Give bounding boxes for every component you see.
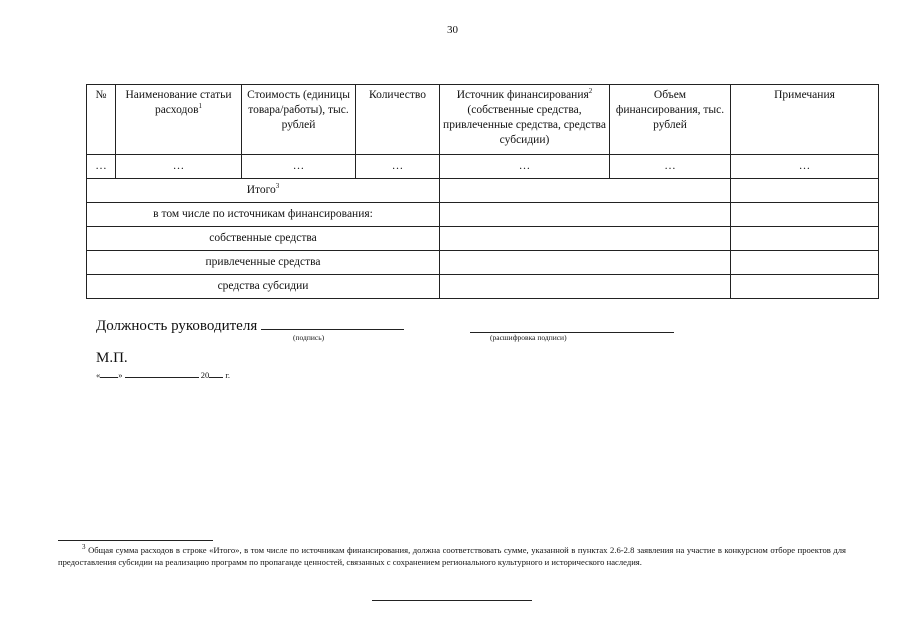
header-funding-source: Источник финансирования$^2$ (собственные средства, привлеченные средства, средства субсидии) — [440, 85, 610, 155]
table-cell: … — [610, 155, 731, 179]
signature-caption: (подпись) — [293, 333, 325, 342]
total-label: Итого$^3$ — [87, 179, 440, 203]
stamp-label: М.П. — [96, 350, 128, 366]
subsidy-funds-row — [87, 275, 879, 299]
attracted-funds-label: привлеченные средства — [87, 251, 440, 275]
date-line: « » 20 г. — [96, 370, 231, 380]
signature-blank — [261, 315, 404, 330]
including-volume-cell — [440, 203, 731, 227]
table-row — [87, 155, 879, 179]
total-volume-cell — [440, 179, 731, 203]
table-cell: … — [116, 155, 242, 179]
including-label: в том числе по источникам финансирования: — [87, 203, 440, 227]
day-blank — [100, 369, 118, 378]
attracted-funds-notes-cell — [731, 251, 879, 275]
table-cell: … — [87, 155, 116, 179]
including-row — [87, 203, 879, 227]
table-cell: … — [242, 155, 356, 179]
page-number: 30 — [447, 24, 458, 36]
decoding-caption: (расшифровка подписи) — [490, 333, 567, 342]
attracted-funds-row — [87, 251, 879, 275]
footnote-text: Общая сумма расходов в строке «Итого», в том числе по источникам финансирования, должна соответствовать сумме, указанной в пунктах 2.6-2.8 заявления на участие в конкурсном отборе проектов для предоставления субсидии на реализацию программ по пропаганде ценностей, связанных с сохранением регионального культурного и исторического наследия. — [58, 545, 846, 567]
footnote-ref-1: 1 — [198, 102, 203, 111]
month-blank — [125, 369, 199, 378]
footnote — [58, 544, 846, 568]
table-cell: … — [440, 155, 610, 179]
header-cost: Стоимость (единицы товара/работы), тыс. рублей — [242, 85, 356, 155]
own-funds-row — [87, 227, 879, 251]
footnote-separator — [58, 540, 213, 541]
header-row — [87, 85, 879, 155]
year-blank — [209, 369, 223, 378]
total-row — [87, 179, 879, 203]
table-cell: … — [356, 155, 440, 179]
subsidy-funds-label: средства субсидии — [87, 275, 440, 299]
own-funds-volume-cell — [440, 227, 731, 251]
footnote-marker: 3 — [82, 543, 86, 552]
position-label: Должность руководителя — [96, 318, 258, 334]
header-quantity: Количество — [356, 85, 440, 155]
page-end-rule — [372, 600, 532, 601]
attracted-funds-volume-cell — [440, 251, 731, 275]
footnote-ref-3: 3 — [275, 182, 280, 191]
own-funds-notes-cell — [731, 227, 879, 251]
header-number: № — [87, 85, 116, 155]
total-notes-cell — [731, 179, 879, 203]
expense-table — [86, 84, 879, 299]
subsidy-funds-notes-cell — [731, 275, 879, 299]
footnote-ref-2: 2 — [588, 87, 593, 96]
subsidy-funds-volume-cell — [440, 275, 731, 299]
header-expense-name: Наименование статьи расходов$^1$ — [116, 85, 242, 155]
including-notes-cell — [731, 203, 879, 227]
header-funding-volume: Объем финансирования, тыс. рублей — [610, 85, 731, 155]
header-notes: Примечания — [731, 85, 879, 155]
signature-line — [96, 315, 404, 335]
own-funds-label: собственные средства — [87, 227, 440, 251]
table-cell: … — [731, 155, 879, 179]
